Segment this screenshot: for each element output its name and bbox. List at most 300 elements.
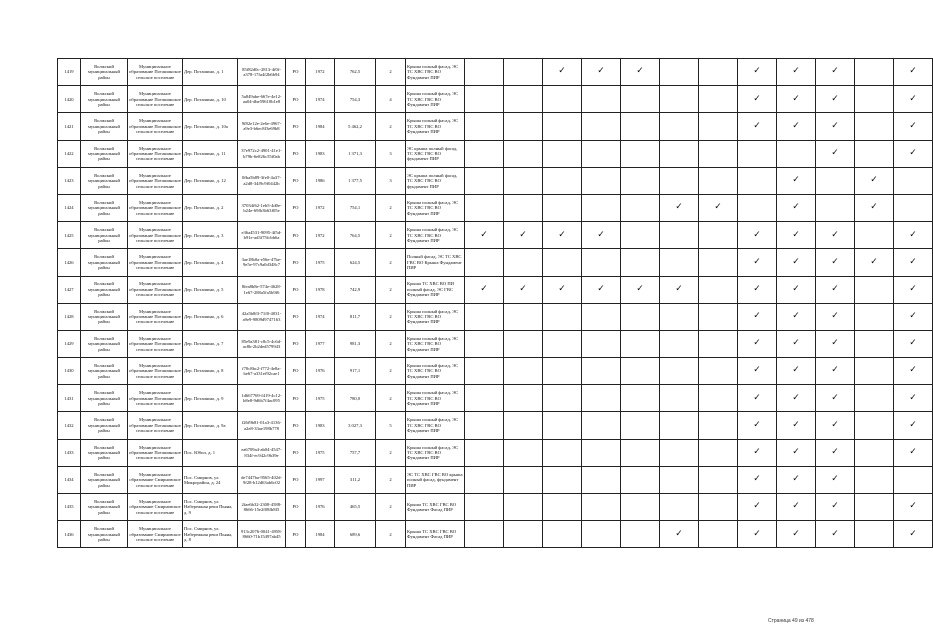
fund-form-cell: РО [286,222,306,249]
check-cell-12 [894,412,933,439]
district-cell: Волжский муниципальный район [81,140,128,167]
check-cell-4 [582,194,621,221]
check-cell-9 [777,303,816,330]
checkmark-icon: ✓ [831,501,839,512]
check-cell-5 [621,167,660,194]
year-cell: 1974 [306,303,335,330]
floors-cell: 2 [376,194,406,221]
check-cell-12 [894,113,933,140]
check-cell-10 [816,494,855,521]
table-row [58,303,933,330]
check-cell-10 [816,521,855,548]
check-cell-3 [543,222,582,249]
works-cell: ЭС крыша полный фасад, ТС ХВС ГВС ВО фундамент ПИР [406,167,465,194]
check-cell-4 [582,303,621,330]
check-cell-10 [816,439,855,466]
checkmark-icon: ✓ [831,392,839,403]
floors-cell: 2 [376,276,406,303]
checkmark-icon: ✓ [675,283,683,294]
check-cell-11 [855,222,894,249]
check-cell-9 [777,86,816,113]
check-cell-5 [621,222,660,249]
municipality-cell: Муниципальное образование Поташинское сельское поселение [128,86,183,113]
fias-code-cell: 2fae6b32-2308-4588-8666-15e2f08fb8f5 [238,494,286,521]
fund-form-cell: РО [286,59,306,86]
floors-cell: 2 [376,494,406,521]
check-cell-8 [738,86,777,113]
row-number: 1426 [58,249,81,276]
check-cell-6 [660,86,699,113]
check-cell-9 [777,521,816,548]
address-cell: Дер. Поташино, д. 11 [183,140,238,167]
municipality-cell: Муниципальное образование Поташинское сельское поселение [128,358,183,385]
checkmark-icon: ✓ [753,474,761,485]
municipality-cell: Муниципальное образование Поташинское сельское поселение [128,276,183,303]
check-cell-5 [621,86,660,113]
check-cell-6 [660,412,699,439]
area-cell: 754,3 [335,86,376,113]
check-cell-2 [504,439,543,466]
check-cell-7 [699,222,738,249]
check-cell-7 [699,113,738,140]
table-row [58,330,933,357]
municipality-cell: Муниципальное образование Поташинское сельское поселение [128,249,183,276]
floors-cell: 5 [376,412,406,439]
check-cell-7 [699,494,738,521]
address-cell: Дер. Поташино, д. 12 [183,167,238,194]
table-row [58,276,933,303]
checkmark-icon: ✓ [753,501,761,512]
check-cell-8 [738,222,777,249]
checkmark-icon: ✓ [675,202,683,213]
check-cell-6 [660,358,699,385]
check-cell-9 [777,466,816,493]
year-cell: 1984 [306,521,335,548]
checkmark-icon: ✓ [753,419,761,430]
check-cell-1 [465,412,504,439]
table-row [58,140,933,167]
fias-code-cell: 85e9a381-c8c5-4c6d-ac8b-2b2ded579943 [238,330,286,357]
address-cell: Дер. Поташино, д. 1 [183,59,238,86]
checkmark-icon: ✓ [753,365,761,376]
check-cell-2 [504,466,543,493]
checkmark-icon: ✓ [909,365,917,376]
address-cell: Дер. Поташино, д. 3 [183,222,238,249]
check-cell-12 [894,222,933,249]
check-cell-12 [894,276,933,303]
checkmark-icon: ✓ [792,93,800,104]
check-cell-2 [504,276,543,303]
checkmark-icon: ✓ [792,66,800,77]
works-cell: Крыша полный фасад, ЭС ТС ХВС ГВС ВО Фундамент ПИР [406,439,465,466]
check-cell-3 [543,167,582,194]
table-row [58,59,933,86]
checkmark-icon: ✓ [909,229,917,240]
floors-cell: 2 [376,330,406,357]
area-cell: 1 377,5 [335,167,376,194]
checkmark-icon: ✓ [753,283,761,294]
check-cell-7 [699,167,738,194]
check-cell-11 [855,59,894,86]
checkmark-icon: ✓ [480,283,488,294]
check-cell-12 [894,466,933,493]
checkmark-icon: ✓ [831,311,839,322]
checkmark-icon: ✓ [831,256,839,267]
checkmark-icon: ✓ [753,229,761,240]
address-cell: Дер. Поташино, д. 9 [183,385,238,412]
checkmark-icon: ✓ [909,256,917,267]
checkmark-icon: ✓ [753,392,761,403]
district-cell: Волжский муниципальный район [81,249,128,276]
check-cell-11 [855,303,894,330]
checkmark-icon: ✓ [909,311,917,322]
row-number: 1433 [58,439,81,466]
check-cell-8 [738,330,777,357]
municipality-cell: Муниципальное образование Смирновское сельское поселение [128,521,183,548]
fund-form-cell: РО [286,86,306,113]
houses-table [57,58,933,548]
check-cell-5 [621,276,660,303]
check-cell-1 [465,59,504,86]
check-cell-9 [777,140,816,167]
works-cell: ЭС ТС ХВС ГВС ВО крыша полный фасад, фундамент ПИР [406,466,465,493]
checkmark-icon: ✓ [753,120,761,131]
check-cell-2 [504,222,543,249]
works-cell: Крыша полный фасад, ЭС ТС ХВС ГВС ВО Фундамент ПИР [406,330,465,357]
fias-code-cell: f26f9b81-01a3-4136-a2e8-33ae198b778 [238,412,286,439]
check-cell-9 [777,194,816,221]
year-cell: 1983 [306,140,335,167]
checkmark-icon: ✓ [636,283,644,294]
checkmark-icon: ✓ [909,93,917,104]
check-cell-11 [855,412,894,439]
fund-form-cell: РО [286,249,306,276]
check-cell-1 [465,358,504,385]
checkmark-icon: ✓ [597,283,605,294]
district-cell: Волжский муниципальный район [81,412,128,439]
check-cell-3 [543,276,582,303]
table-body [58,59,933,548]
fund-form-cell: РО [286,303,306,330]
checkmark-icon: ✓ [480,229,488,240]
year-cell: 1972 [306,194,335,221]
check-cell-3 [543,521,582,548]
works-cell: Полный фасад, ЭС ТС ХВС ГВС ВО Крыша Фундамент ПИР [406,249,465,276]
district-cell: Волжский муниципальный район [81,466,128,493]
table-row [58,167,933,194]
check-cell-5 [621,303,660,330]
year-cell: 1976 [306,494,335,521]
checkmark-icon: ✓ [792,392,800,403]
checkmark-icon: ✓ [753,338,761,349]
floors-cell: 2 [376,521,406,548]
area-cell: 780,0 [335,385,376,412]
floors-cell: 2 [376,439,406,466]
check-cell-4 [582,412,621,439]
check-cell-10 [816,140,855,167]
municipality-cell: Муниципальное образование Поташинское сельское поселение [128,167,183,194]
check-cell-7 [699,276,738,303]
fias-code-cell: ea6709a4-ab04-4547-834f-ec942c9b39e [238,439,286,466]
check-cell-5 [621,330,660,357]
area-cell: 3 027,3 [335,412,376,439]
floors-cell: 3 [376,167,406,194]
area-cell: 757,7 [335,439,376,466]
check-cell-11 [855,358,894,385]
checkmark-icon: ✓ [909,528,917,539]
checkmark-icon: ✓ [558,66,566,77]
checkmark-icon: ✓ [792,202,800,213]
check-cell-1 [465,303,504,330]
check-cell-5 [621,521,660,548]
check-cell-1 [465,113,504,140]
check-cell-1 [465,330,504,357]
fias-code-cell: 1d667769-f419-4c12-b8e8-9d6b7f4ac095 [238,385,286,412]
area-cell: 754,1 [335,194,376,221]
fund-form-cell: РО [286,439,306,466]
area-cell: 917,1 [335,358,376,385]
check-cell-9 [777,385,816,412]
check-cell-7 [699,249,738,276]
table-row [58,222,933,249]
check-cell-4 [582,494,621,521]
works-cell: Крыша полный фасад, ЭС ТС ХВС ГВС ВО Фундамент ПИР [406,194,465,221]
check-cell-3 [543,439,582,466]
works-cell: Крыша полный фасад, ЭС ТС ХВС ГВС ВО Фундамент ПИР [406,303,465,330]
district-cell: Волжский муниципальный район [81,222,128,249]
floors-cell: 2 [376,59,406,86]
checkmark-icon: ✓ [870,256,878,267]
checkmark-icon: ✓ [792,229,800,240]
checkmark-icon: ✓ [909,392,917,403]
check-cell-2 [504,140,543,167]
checkmark-icon: ✓ [831,93,839,104]
check-cell-4 [582,330,621,357]
floors-cell: 4 [376,86,406,113]
checkmark-icon: ✓ [831,283,839,294]
address-cell: Пос. Смирнов, ул. Набережная реки Пьяна, д. 9 [183,494,238,521]
year-cell: 1974 [306,86,335,113]
check-cell-12 [894,330,933,357]
check-cell-2 [504,303,543,330]
address-cell: Дер. Поташино, д. 7 [183,330,238,357]
works-cell: Крыша ТС ХВС ГВС ВО Фундамент Фасад ПИР [406,494,465,521]
check-cell-12 [894,140,933,167]
check-cell-12 [894,521,933,548]
municipality-cell: Муниципальное образование Поташинское сельское поселение [128,303,183,330]
check-cell-11 [855,140,894,167]
address-cell: Пос. Смирнов, ул. Набережная реки Пьяна, д. 8 [183,521,238,548]
check-cell-2 [504,59,543,86]
check-cell-1 [465,222,504,249]
check-cell-4 [582,86,621,113]
check-cell-7 [699,194,738,221]
address-cell: Дер. Поташино, д. 8 [183,358,238,385]
checkmark-icon: ✓ [675,528,683,539]
check-cell-9 [777,113,816,140]
check-cell-9 [777,358,816,385]
check-cell-8 [738,167,777,194]
district-cell: Волжский муниципальный район [81,521,128,548]
check-cell-2 [504,194,543,221]
check-cell-12 [894,494,933,521]
municipality-cell: Муниципальное образование Поташинское сельское поселение [128,113,183,140]
check-cell-6 [660,194,699,221]
check-cell-10 [816,412,855,439]
check-cell-7 [699,412,738,439]
check-cell-7 [699,59,738,86]
fias-code-cell: 85f82d0c-2813-4f0f-a378-17fa4f2b6b94 [238,59,286,86]
check-cell-4 [582,466,621,493]
check-cell-9 [777,330,816,357]
checkmark-icon: ✓ [792,175,800,186]
row-number: 1436 [58,521,81,548]
district-cell: Волжский муниципальный район [81,330,128,357]
check-cell-4 [582,276,621,303]
check-cell-1 [465,466,504,493]
check-cell-10 [816,466,855,493]
district-cell: Волжский муниципальный район [81,385,128,412]
check-cell-3 [543,385,582,412]
check-cell-9 [777,276,816,303]
checkmark-icon: ✓ [753,447,761,458]
table-row [58,86,933,113]
check-cell-6 [660,439,699,466]
fund-form-cell: РО [286,521,306,548]
checkmark-icon: ✓ [753,528,761,539]
district-cell: Волжский муниципальный район [81,59,128,86]
check-cell-3 [543,140,582,167]
check-cell-8 [738,303,777,330]
checkmark-icon: ✓ [753,66,761,77]
fund-form-cell: РО [286,330,306,357]
check-cell-6 [660,222,699,249]
checkmark-icon: ✓ [831,474,839,485]
check-cell-9 [777,59,816,86]
checkmark-icon: ✓ [792,447,800,458]
check-cell-5 [621,194,660,221]
district-cell: Волжский муниципальный район [81,439,128,466]
table-row [58,358,933,385]
check-cell-2 [504,412,543,439]
check-cell-2 [504,385,543,412]
check-cell-10 [816,303,855,330]
area-cell: 981,3 [335,330,376,357]
floors-cell: 2 [376,385,406,412]
check-cell-2 [504,167,543,194]
checkmark-icon: ✓ [870,175,878,186]
check-cell-6 [660,466,699,493]
works-cell: Крыша полный фасад, ЭС ТС ХВС ГВС ВО Фундамент ПИР [406,222,465,249]
district-cell: Волжский муниципальный район [81,276,128,303]
check-cell-11 [855,330,894,357]
check-cell-7 [699,140,738,167]
fias-code-cell: 9f82e12e-2e6e-4967-a9e3-b6ec8f3e69b8 [238,113,286,140]
check-cell-11 [855,113,894,140]
check-cell-1 [465,494,504,521]
district-cell: Волжский муниципальный район [81,358,128,385]
check-cell-4 [582,385,621,412]
check-cell-10 [816,59,855,86]
floors-cell: 3 [376,140,406,167]
table-row [58,412,933,439]
year-cell: 1997 [306,466,335,493]
check-cell-9 [777,494,816,521]
municipality-cell: Муниципальное образование Смирновское сельское поселение [128,494,183,521]
row-number: 1423 [58,167,81,194]
checkmark-icon: ✓ [792,256,800,267]
year-cell: 1975 [306,385,335,412]
checkmark-icon: ✓ [831,528,839,539]
fund-form-cell: РО [286,194,306,221]
row-number: 1419 [58,59,81,86]
area-cell: 764,5 [335,222,376,249]
check-cell-8 [738,412,777,439]
check-cell-8 [738,140,777,167]
fund-form-cell: РО [286,494,306,521]
row-number: 1422 [58,140,81,167]
floors-cell: 2 [376,466,406,493]
check-cell-11 [855,276,894,303]
district-cell: Волжский муниципальный район [81,86,128,113]
fund-form-cell: РО [286,276,306,303]
area-cell: 5 462,2 [335,113,376,140]
check-cell-6 [660,303,699,330]
checkmark-icon: ✓ [909,338,917,349]
check-cell-12 [894,59,933,86]
checkmark-icon: ✓ [792,419,800,430]
row-number: 1425 [58,222,81,249]
check-cell-7 [699,385,738,412]
check-cell-7 [699,358,738,385]
fias-code-cell: e36a4531-9095-4f5d-b91e-ad3f75fcbb6a [238,222,286,249]
check-cell-8 [738,358,777,385]
floors-cell: 2 [376,358,406,385]
check-cell-12 [894,439,933,466]
municipality-cell: Муниципальное образование Смирновское сельское поселение [128,466,183,493]
check-cell-7 [699,303,738,330]
checkmark-icon: ✓ [792,120,800,131]
check-cell-11 [855,439,894,466]
check-cell-2 [504,249,543,276]
checkmark-icon: ✓ [909,66,917,77]
checkmark-icon: ✓ [636,66,644,77]
check-cell-11 [855,167,894,194]
page-footer: Страница 49 из 478 [768,618,814,624]
check-cell-12 [894,358,933,385]
check-cell-10 [816,249,855,276]
year-cell: 1983 [306,412,335,439]
check-cell-12 [894,303,933,330]
year-cell: 1978 [306,276,335,303]
check-cell-3 [543,412,582,439]
fias-code-cell: 37e972c2-4901-41e1-b79b-6e826c55f0ab [238,140,286,167]
checkmark-icon: ✓ [597,229,605,240]
check-cell-6 [660,113,699,140]
checkmark-icon: ✓ [831,419,839,430]
works-cell: Крыша полный фасад, ЭС ТС ХВС ГВС ВО Фундамент ПИР [406,358,465,385]
check-cell-7 [699,86,738,113]
checkmark-icon: ✓ [558,229,566,240]
checkmark-icon: ✓ [714,202,722,213]
check-cell-4 [582,358,621,385]
year-cell: 1975 [306,249,335,276]
check-cell-5 [621,140,660,167]
check-cell-11 [855,86,894,113]
check-cell-12 [894,86,933,113]
check-cell-3 [543,358,582,385]
district-cell: Волжский муниципальный район [81,194,128,221]
